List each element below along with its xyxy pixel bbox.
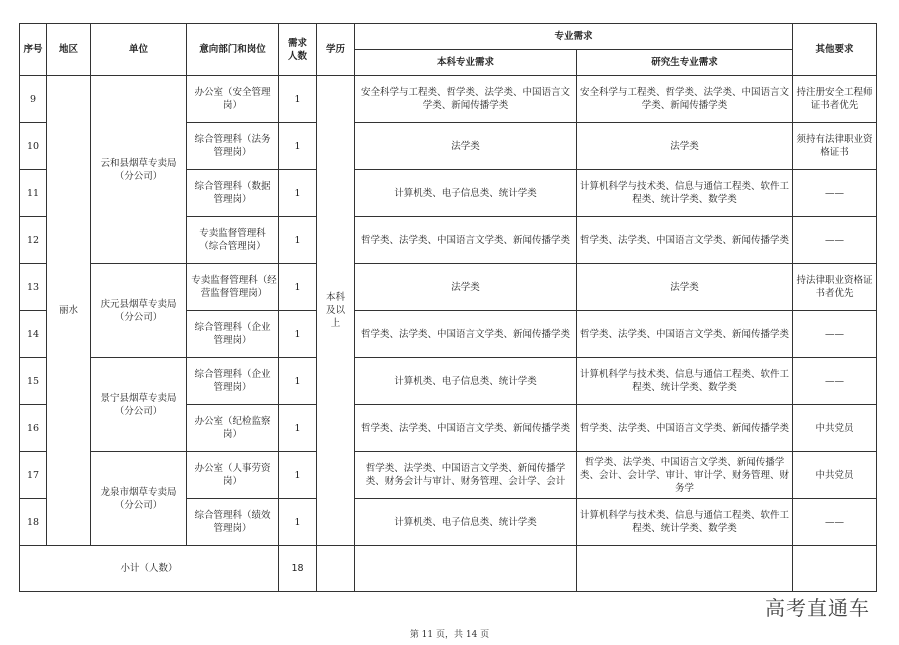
row-grad: 哲学类、法学类、中国语言文学类、新闻传播学类	[577, 405, 793, 452]
unit-cell: 景宁县烟草专卖局（分公司）	[91, 358, 187, 452]
row-dept: 综合管理科（法务管理岗）	[187, 123, 279, 170]
row-undergrad: 计算机类、电子信息类、统计学类	[355, 358, 577, 405]
row-seq: 17	[20, 452, 47, 499]
subtotal-label: 小计（人数）	[20, 546, 279, 592]
watermark-text: 高考直通车	[765, 596, 870, 620]
table-row	[20, 358, 877, 405]
row-dept: 办公室（纪检监察岗）	[187, 405, 279, 452]
row-undergrad: 哲学类、法学类、中国语言文学类、新闻传播学类、财务会计与审计、财务管理、会计学、会计	[355, 452, 577, 499]
row-count: 1	[279, 499, 317, 546]
row-dept: 综合管理科（绩效管理岗）	[187, 499, 279, 546]
row-dept: 办公室（人事劳资岗）	[187, 452, 279, 499]
header-undergrad: 本科专业需求	[355, 50, 577, 76]
row-grad: 法学类	[577, 123, 793, 170]
row-other: ——	[793, 499, 877, 546]
row-count: 1	[279, 405, 317, 452]
header-major-req: 专业需求	[355, 24, 793, 50]
row-undergrad: 法学类	[355, 264, 577, 311]
row-dept: 专卖监督管理科（经营监督管理岗）	[187, 264, 279, 311]
table-row	[20, 452, 877, 499]
row-undergrad: 哲学类、法学类、中国语言文学类、新闻传播学类	[355, 217, 577, 264]
row-seq: 18	[20, 499, 47, 546]
region-cell: 丽水	[47, 76, 91, 546]
row-seq: 9	[20, 76, 47, 123]
row-count: 1	[279, 452, 317, 499]
row-count: 1	[279, 123, 317, 170]
row-dept: 综合管理科（数据管理岗）	[187, 170, 279, 217]
row-grad: 计算机科学与技术类、信息与通信工程类、软件工程类、统计学类、数学类	[577, 170, 793, 217]
row-seq: 11	[20, 170, 47, 217]
empty-cell	[317, 546, 355, 592]
subtotal-row	[20, 546, 877, 592]
row-grad: 计算机科学与技术类、信息与通信工程类、软件工程类、统计学类、数学类	[577, 499, 793, 546]
row-undergrad: 计算机类、电子信息类、统计学类	[355, 499, 577, 546]
header-education: 学历	[317, 24, 355, 76]
row-seq: 13	[20, 264, 47, 311]
empty-cell	[355, 546, 577, 592]
header-need-count: 需求人数	[279, 24, 317, 76]
row-other: ——	[793, 170, 877, 217]
education-cell: 本科及以上	[317, 76, 355, 546]
row-other: ——	[793, 358, 877, 405]
row-other: ——	[793, 217, 877, 264]
row-undergrad: 法学类	[355, 123, 577, 170]
row-count: 1	[279, 264, 317, 311]
unit-cell: 云和县烟草专卖局（分公司）	[91, 76, 187, 264]
unit-cell: 龙泉市烟草专卖局（分公司）	[91, 452, 187, 546]
row-other: 须持有法律职业资格证书	[793, 123, 877, 170]
header-unit: 单位	[91, 24, 187, 76]
row-dept: 综合管理科（企业管理岗）	[187, 311, 279, 358]
table-row	[20, 264, 877, 311]
header-region: 地区	[47, 24, 91, 76]
row-undergrad: 计算机类、电子信息类、统计学类	[355, 170, 577, 217]
row-grad: 哲学类、法学类、中国语言文学类、新闻传播学类	[577, 311, 793, 358]
header-grad: 研究生专业需求	[577, 50, 793, 76]
page-footer: 第 11 页，共 14 页	[409, 630, 490, 640]
subtotal-value: 18	[279, 546, 317, 592]
row-dept: 专卖监督管理科（综合管理岗）	[187, 217, 279, 264]
row-other: ——	[793, 311, 877, 358]
row-count: 1	[279, 311, 317, 358]
header-seq: 序号	[20, 24, 47, 76]
row-grad: 法学类	[577, 264, 793, 311]
row-count: 1	[279, 217, 317, 264]
row-seq: 12	[20, 217, 47, 264]
header-other: 其他要求	[793, 24, 877, 76]
row-seq: 15	[20, 358, 47, 405]
row-count: 1	[279, 170, 317, 217]
row-undergrad: 哲学类、法学类、中国语言文学类、新闻传播学类	[355, 405, 577, 452]
row-count: 1	[279, 358, 317, 405]
row-seq: 10	[20, 123, 47, 170]
row-grad: 计算机科学与技术类、信息与通信工程类、软件工程类、统计学类、数学类	[577, 358, 793, 405]
row-other: 持法律职业资格证书者优先	[793, 264, 877, 311]
row-dept: 综合管理科（企业管理岗）	[187, 358, 279, 405]
unit-cell: 庆元县烟草专卖局（分公司）	[91, 264, 187, 358]
row-other: 中共党员	[793, 452, 877, 499]
row-grad: 哲学类、法学类、中国语言文学类、新闻传播学类	[577, 217, 793, 264]
empty-cell	[793, 546, 877, 592]
row-other: 中共党员	[793, 405, 877, 452]
row-grad: 安全科学与工程类、哲学类、法学类、中国语言文学类、新闻传播学类	[577, 76, 793, 123]
table-row	[20, 76, 877, 123]
row-undergrad: 哲学类、法学类、中国语言文学类、新闻传播学类	[355, 311, 577, 358]
row-dept: 办公室（安全管理岗）	[187, 76, 279, 123]
recruitment-table	[19, 23, 877, 592]
row-grad: 哲学类、法学类、中国语言文学类、新闻传播学类、会计、会计学、审计、审计学、财务管理、财务学	[577, 452, 793, 499]
row-seq: 14	[20, 311, 47, 358]
empty-cell	[577, 546, 793, 592]
row-undergrad: 安全科学与工程类、哲学类、法学类、中国语言文学类、新闻传播学类	[355, 76, 577, 123]
row-other: 持注册安全工程师证书者优先	[793, 76, 877, 123]
row-count: 1	[279, 76, 317, 123]
row-seq: 16	[20, 405, 47, 452]
header-dept-post: 意向部门和岗位	[187, 24, 279, 76]
